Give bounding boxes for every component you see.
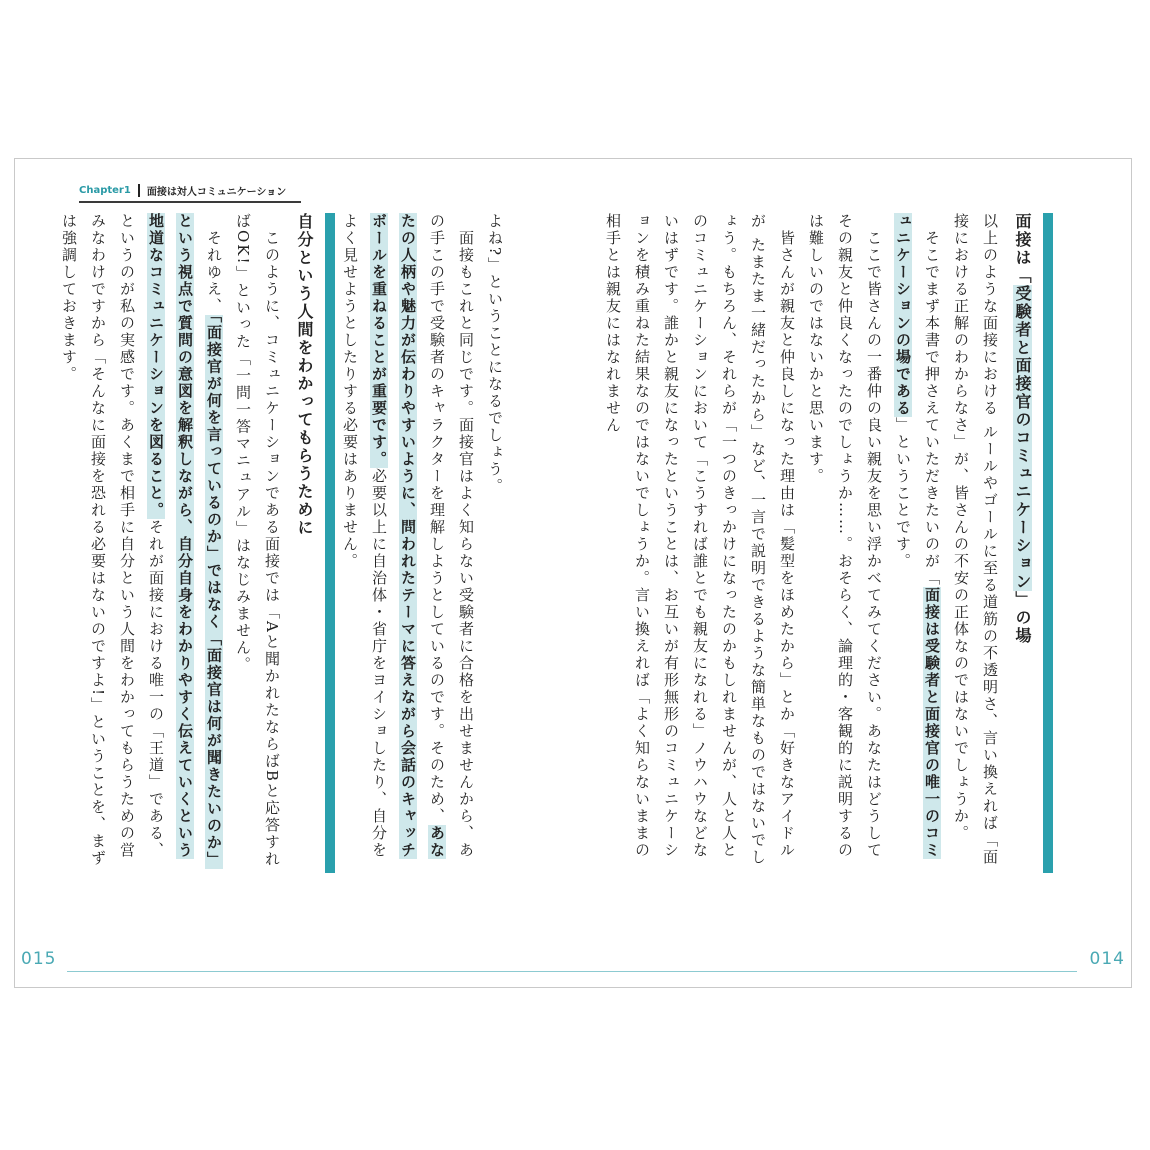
page-number-left: 015 (21, 949, 57, 969)
paragraph: ここで皆さんの一番仲の良い親友を思い浮かべてみてください。あなたはどうしてその親友と仲良くなったのでしょうか……。おそらく、論理的・客観的に説明するのは難しいのではないかと思います。 (807, 213, 883, 859)
chapter-title: 面接は対人コミュニケーション (146, 186, 287, 198)
left-page-text (60, 213, 509, 873)
section-heading-left: 自分という人間をわかってもらうために (290, 213, 335, 873)
footer-rule (67, 971, 1077, 972)
header-rule (79, 201, 301, 203)
paragraph: 皆さんが親友と仲良しになった理由は「髪型をほめたから」とか「好きなアイドルが たまたま一緒だったから」など、一言で説明できるような簡単なものではないでしょう。もちろん、それらが「一つのきっかけになったのかもしれませんが、人と人とのコミュニケーションにおいて「こうすれば誰とでも親友になれる」ノウハウなどないはずです。誰かと親友になったということは、お互いが有形無形のコミュニケーションを積み重ねた結果なのではないでしょうか。言い換えれば「よく知らないままの相手とは親友にはなれません (604, 213, 796, 866)
right-page-text (604, 213, 1053, 873)
paragraph: そこでまず本書で押さえていただきたいのが「面接は受験者と面接官の唯一のコミュニケーションの場である」ということです。 (894, 213, 941, 859)
paragraph: 面接もこれと同じです。面接官はよく知らない受験者に合格を出せませんから、あの手この手で受験者のキャラクターを理解しようとしているのです。そのため、あなたの人柄や魅力が伝わりやすいように、問われたテーマに答えながら会話のキャッチボールを重ねることが重要です。必要以上に自治体・省庁をヨイショしたり、自分をよく見せようとしたりする必要はありません。 (341, 213, 475, 859)
header-divider (138, 184, 140, 197)
chapter-label: Chapter1 (79, 184, 131, 196)
paragraph: よね?」ということになるでしょう。 (486, 213, 504, 496)
book-spread (14, 158, 1132, 988)
running-header (79, 181, 286, 199)
paragraph: このように、コミュニケーションである面接では「Aと聞かれたならばBと応答すればOK!」といった「一問一答マニュアル」はなじみません。 (234, 213, 281, 868)
paragraph: それゆえ、「面接官が何を言っているのか」ではなく「面接官は何が聞きたいのか」という視点で質問の意図を解釈しながら、自分自身をわかりやすく伝えていくという地道なコミュニケーションを図ること。それが面接における唯一の「王道」である、というのが私の実感です。あくまで相手に自分という人間をわかってもらうための営みなわけですから「そんなに面接を恐れる必要はないのですよ!」ということを、まずは強調しておきます。 (60, 213, 223, 869)
page-number-right: 014 (1089, 949, 1125, 969)
section-heading-right: 面接は「受験者と面接官のコミュニケーション」の場 (1008, 213, 1053, 873)
paragraph: 以上のような面接における ルールやゴールに至る道筋の不透明さ、言い換えれば「面接における正解のわからなさ」が、皆さんの不安の正体なのではないでしょうか。 (952, 213, 999, 866)
